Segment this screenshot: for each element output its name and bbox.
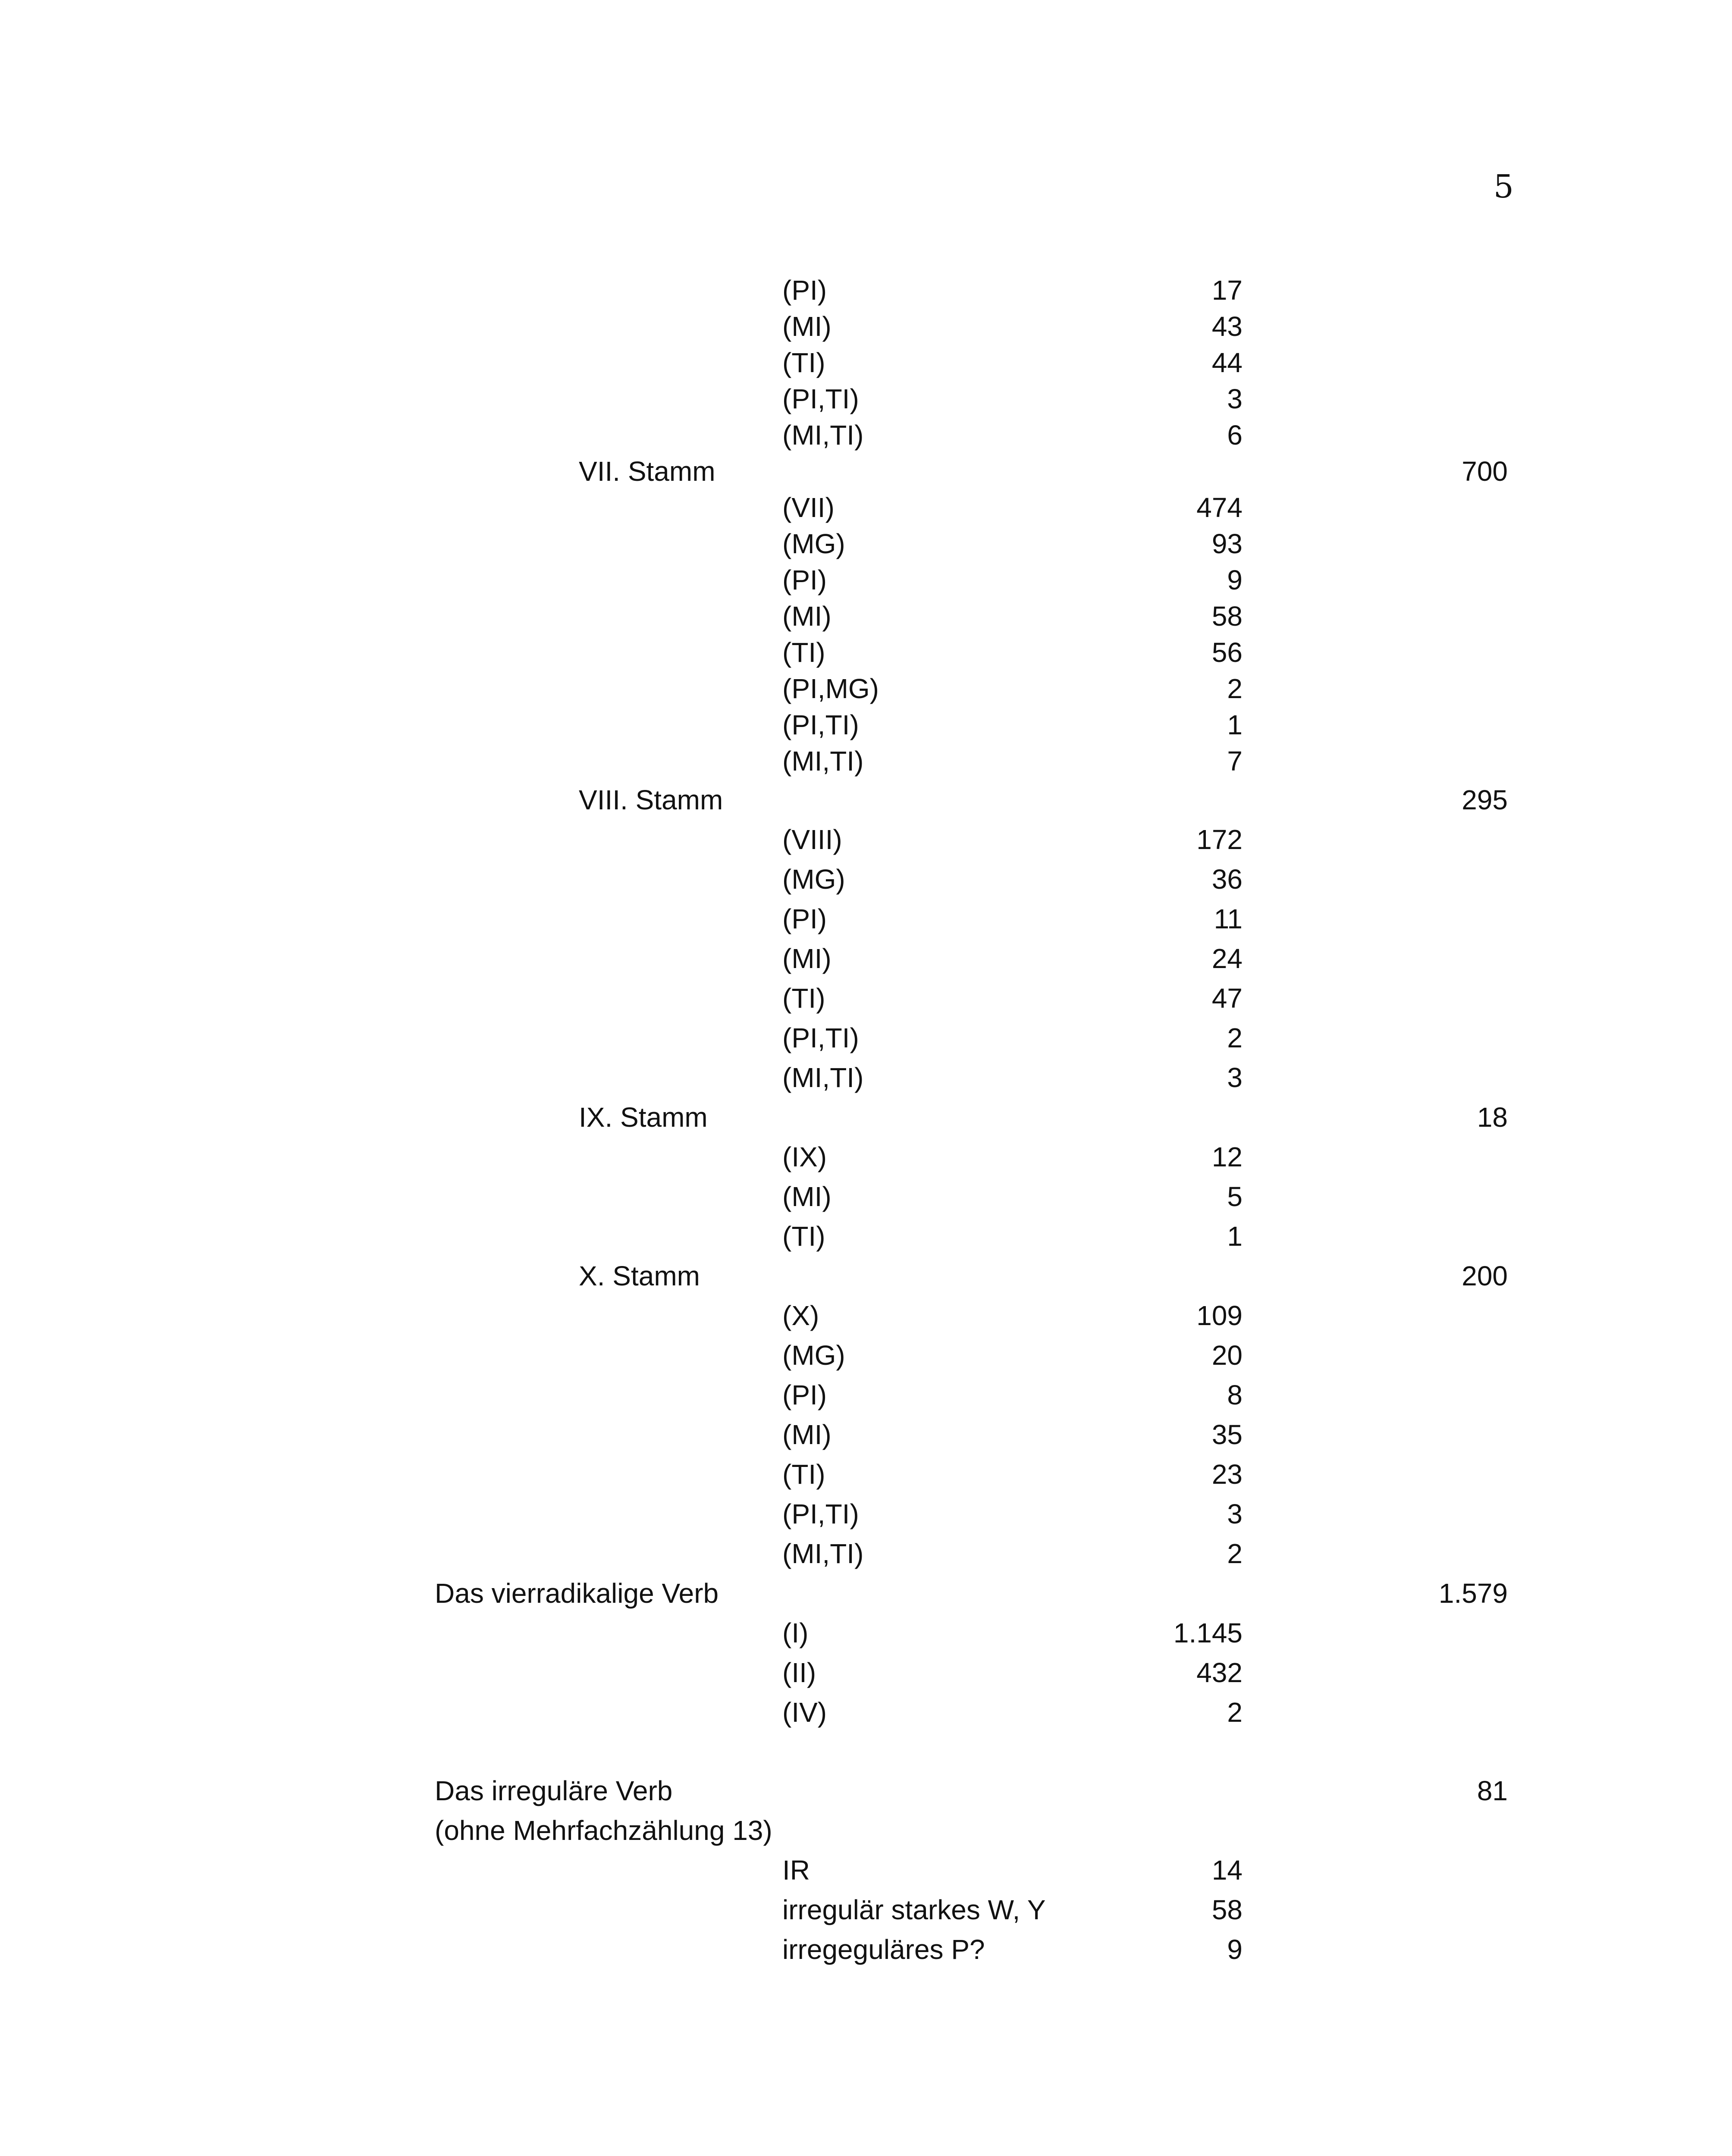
row-label: (X) xyxy=(782,1300,819,1331)
table-row xyxy=(0,900,1732,937)
row-count: 474 xyxy=(1196,492,1243,523)
group-row xyxy=(0,1099,1732,1136)
table-row xyxy=(0,706,1732,743)
table-row xyxy=(0,670,1732,707)
row-label: (IV) xyxy=(782,1697,827,1728)
table-row xyxy=(0,1694,1732,1731)
section-row xyxy=(0,1575,1732,1612)
table-row xyxy=(0,598,1732,635)
row-count: 20 xyxy=(1211,1340,1243,1371)
table-row xyxy=(0,1456,1732,1493)
section-row xyxy=(0,1812,1732,1849)
row-label: (II) xyxy=(782,1657,816,1688)
table-row xyxy=(0,417,1732,454)
row-count: 12 xyxy=(1211,1141,1243,1172)
section-row xyxy=(0,1772,1732,1809)
row-label: (VIII) xyxy=(782,824,842,855)
row-count: 1 xyxy=(1227,1221,1243,1252)
row-count: 9 xyxy=(1227,564,1243,595)
row-label: (PI) xyxy=(782,903,827,934)
table-row xyxy=(0,980,1732,1017)
table-row xyxy=(0,561,1732,599)
table-row xyxy=(0,380,1732,417)
row-label: irregeguläres P? xyxy=(782,1934,985,1965)
row-total: 18 xyxy=(1477,1102,1508,1133)
row-count: 6 xyxy=(1227,420,1243,451)
row-label: (TI) xyxy=(782,1221,825,1252)
row-count: 5 xyxy=(1227,1181,1243,1212)
table-row xyxy=(0,308,1732,345)
row-label: (PI) xyxy=(782,564,827,595)
row-count: 11 xyxy=(1214,903,1243,934)
row-count: 7 xyxy=(1227,746,1243,777)
row-label: (PI,TI) xyxy=(782,709,859,740)
row-label: (MI) xyxy=(782,311,831,342)
row-count: 43 xyxy=(1211,311,1243,342)
row-count: 9 xyxy=(1227,1934,1243,1965)
row-label: (MI,TI) xyxy=(782,1538,864,1569)
table-row xyxy=(0,344,1732,381)
row-count: 36 xyxy=(1211,864,1243,895)
row-label: (TI) xyxy=(782,983,825,1014)
row-label: (MI) xyxy=(782,943,831,974)
group-label: VII. Stamm xyxy=(579,456,715,487)
section-label: (ohne Mehrfachzählung 13) xyxy=(435,1815,772,1846)
row-label: (MG) xyxy=(782,1340,845,1371)
group-row xyxy=(0,781,1732,818)
row-label: (I) xyxy=(782,1617,809,1648)
table-row xyxy=(0,1019,1732,1056)
table-row xyxy=(0,1337,1732,1374)
row-count: 14 xyxy=(1211,1855,1243,1886)
row-label: (MI) xyxy=(782,1419,831,1450)
row-label: (PI) xyxy=(782,275,827,306)
row-label: (PI,TI) xyxy=(782,383,859,414)
section-label: Das vierradikalige Verb xyxy=(435,1578,719,1609)
row-total: 81 xyxy=(1477,1775,1508,1806)
table-row xyxy=(0,861,1732,898)
row-count: 432 xyxy=(1196,1657,1243,1688)
row-label: irregulär starkes W, Y xyxy=(782,1894,1046,1925)
table-row xyxy=(0,1138,1732,1175)
row-label: (PI) xyxy=(782,1379,827,1410)
row-total: 295 xyxy=(1462,784,1508,815)
row-label: (MI,TI) xyxy=(782,746,864,777)
row-count: 8 xyxy=(1227,1379,1243,1410)
table-row xyxy=(0,743,1732,780)
table-row xyxy=(0,821,1732,858)
row-count: 47 xyxy=(1211,983,1243,1014)
row-count: 3 xyxy=(1227,1498,1243,1529)
row-count: 3 xyxy=(1227,383,1243,414)
row-count: 2 xyxy=(1227,1022,1243,1053)
row-count: 3 xyxy=(1227,1062,1243,1093)
table-row xyxy=(0,489,1732,526)
group-row xyxy=(0,453,1732,490)
row-count: 24 xyxy=(1211,943,1243,974)
table-row xyxy=(0,1852,1732,1889)
table-row xyxy=(0,1297,1732,1334)
row-label: (MI) xyxy=(782,1181,831,1212)
row-count: 58 xyxy=(1211,601,1243,632)
table-row xyxy=(0,1376,1732,1413)
row-count: 172 xyxy=(1196,824,1243,855)
row-count: 2 xyxy=(1227,673,1243,704)
row-label: (PI,TI) xyxy=(782,1498,859,1529)
row-count: 23 xyxy=(1211,1459,1243,1490)
row-label: (TI) xyxy=(782,1459,825,1490)
table-row xyxy=(0,1614,1732,1651)
section-label: Das irreguläre Verb xyxy=(435,1775,673,1806)
row-label: (MI,TI) xyxy=(782,1062,864,1093)
row-label: (TI) xyxy=(782,347,825,378)
row-count: 35 xyxy=(1211,1419,1243,1450)
row-label: (MI) xyxy=(782,601,831,632)
table-row xyxy=(0,1654,1732,1691)
table-row xyxy=(0,1535,1732,1572)
row-total: 200 xyxy=(1462,1260,1508,1291)
row-label: (IX) xyxy=(782,1141,827,1172)
table-row xyxy=(0,1931,1732,1968)
row-label: (PI,TI) xyxy=(782,1022,859,1053)
row-total: 1.579 xyxy=(1438,1578,1508,1609)
row-count: 2 xyxy=(1227,1538,1243,1569)
group-label: X. Stamm xyxy=(579,1260,700,1291)
row-label: (MI,TI) xyxy=(782,420,864,451)
table-row xyxy=(0,272,1732,309)
row-label: (MG) xyxy=(782,528,845,559)
row-count: 17 xyxy=(1211,275,1243,306)
row-label: (MG) xyxy=(782,864,845,895)
table-row xyxy=(0,1891,1732,1928)
row-count: 109 xyxy=(1196,1300,1243,1331)
table-row xyxy=(0,940,1732,977)
row-label: IR xyxy=(782,1855,810,1886)
row-count: 44 xyxy=(1211,347,1243,378)
table-row xyxy=(0,634,1732,671)
row-total: 700 xyxy=(1462,456,1508,487)
table-row xyxy=(0,525,1732,562)
group-label: VIII. Stamm xyxy=(579,784,723,815)
row-count: 58 xyxy=(1211,1894,1243,1925)
row-count: 1.145 xyxy=(1173,1617,1243,1648)
group-label: IX. Stamm xyxy=(579,1102,708,1133)
table-row xyxy=(0,1059,1732,1096)
row-count: 56 xyxy=(1211,637,1243,668)
page-number: 5 xyxy=(1493,168,1514,205)
group-row xyxy=(0,1257,1732,1294)
row-count: 2 xyxy=(1227,1697,1243,1728)
table-row xyxy=(0,1416,1732,1453)
row-count: 93 xyxy=(1211,528,1243,559)
row-label: (PI,MG) xyxy=(782,673,879,704)
table-row xyxy=(0,1218,1732,1255)
row-count: 1 xyxy=(1227,709,1243,740)
row-label: (TI) xyxy=(782,637,825,668)
table-row xyxy=(0,1495,1732,1532)
table-row xyxy=(0,1178,1732,1215)
row-label: (VII) xyxy=(782,492,835,523)
